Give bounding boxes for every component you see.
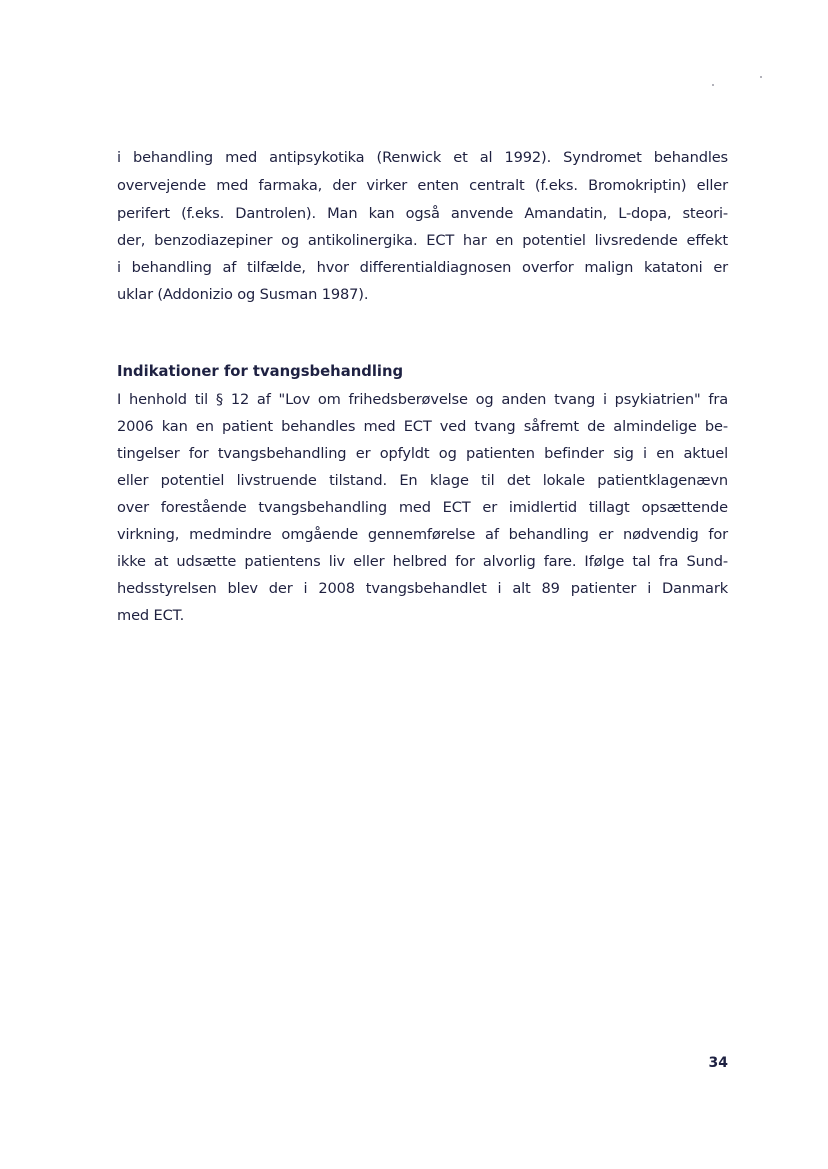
text-line: virkning, medmindre omgående gennemførelse af behandling er nødvendig for: [117, 526, 728, 543]
scan-speck: [712, 84, 714, 86]
text-line: eller potentiel livstruende tilstand. En klage til det lokale patientklagenævn: [117, 472, 728, 489]
text-line: uklar (Addonizio og Susman 1987).: [117, 286, 369, 303]
scan-speck: [760, 76, 762, 78]
text-line: I henhold til § 12 af "Lov om frihedsberøvelse og anden tvang i psykiatrien" fra: [117, 391, 728, 408]
text-line: der, benzodiazepiner og antikolinergika. ECT har en potentiel livsredende effekt: [117, 232, 728, 249]
text-line: med ECT.: [117, 607, 185, 624]
text-line: overvejende med farmaka, der virker enten centralt (f.eks. Bromokriptin) eller: [117, 177, 728, 194]
page-number: 34: [708, 1055, 728, 1071]
text-line: tingelser for tvangsbehandling er opfyldt og patienten befinder sig i en aktuel: [117, 445, 728, 462]
text-line: perifert (f.eks. Dantrolen). Man kan også anvende Amandatin, L-dopa, steori-: [117, 205, 728, 222]
section-heading: Indikationer for tvangsbehandling: [117, 363, 404, 380]
text-line: hedsstyrelsen blev der i 2008 tvangsbehandlet i alt 89 patienter i Danmark: [117, 580, 728, 597]
text-line: ikke at udsætte patientens liv eller helbred for alvorlig fare. Ifølge tal fra Sund-: [117, 553, 728, 570]
text-line: 2006 kan en patient behandles med ECT ved tvang såfremt de almindelige be-: [117, 418, 728, 435]
text-line: over forestående tvangsbehandling med ECT er imidlertid tillagt opsættende: [117, 499, 728, 516]
text-line: i behandling med antipsykotika (Renwick et al 1992). Syndromet behandles: [117, 149, 728, 166]
text-line: i behandling af tilfælde, hvor differentialdiagnosen overfor malign katatoni er: [117, 259, 728, 276]
